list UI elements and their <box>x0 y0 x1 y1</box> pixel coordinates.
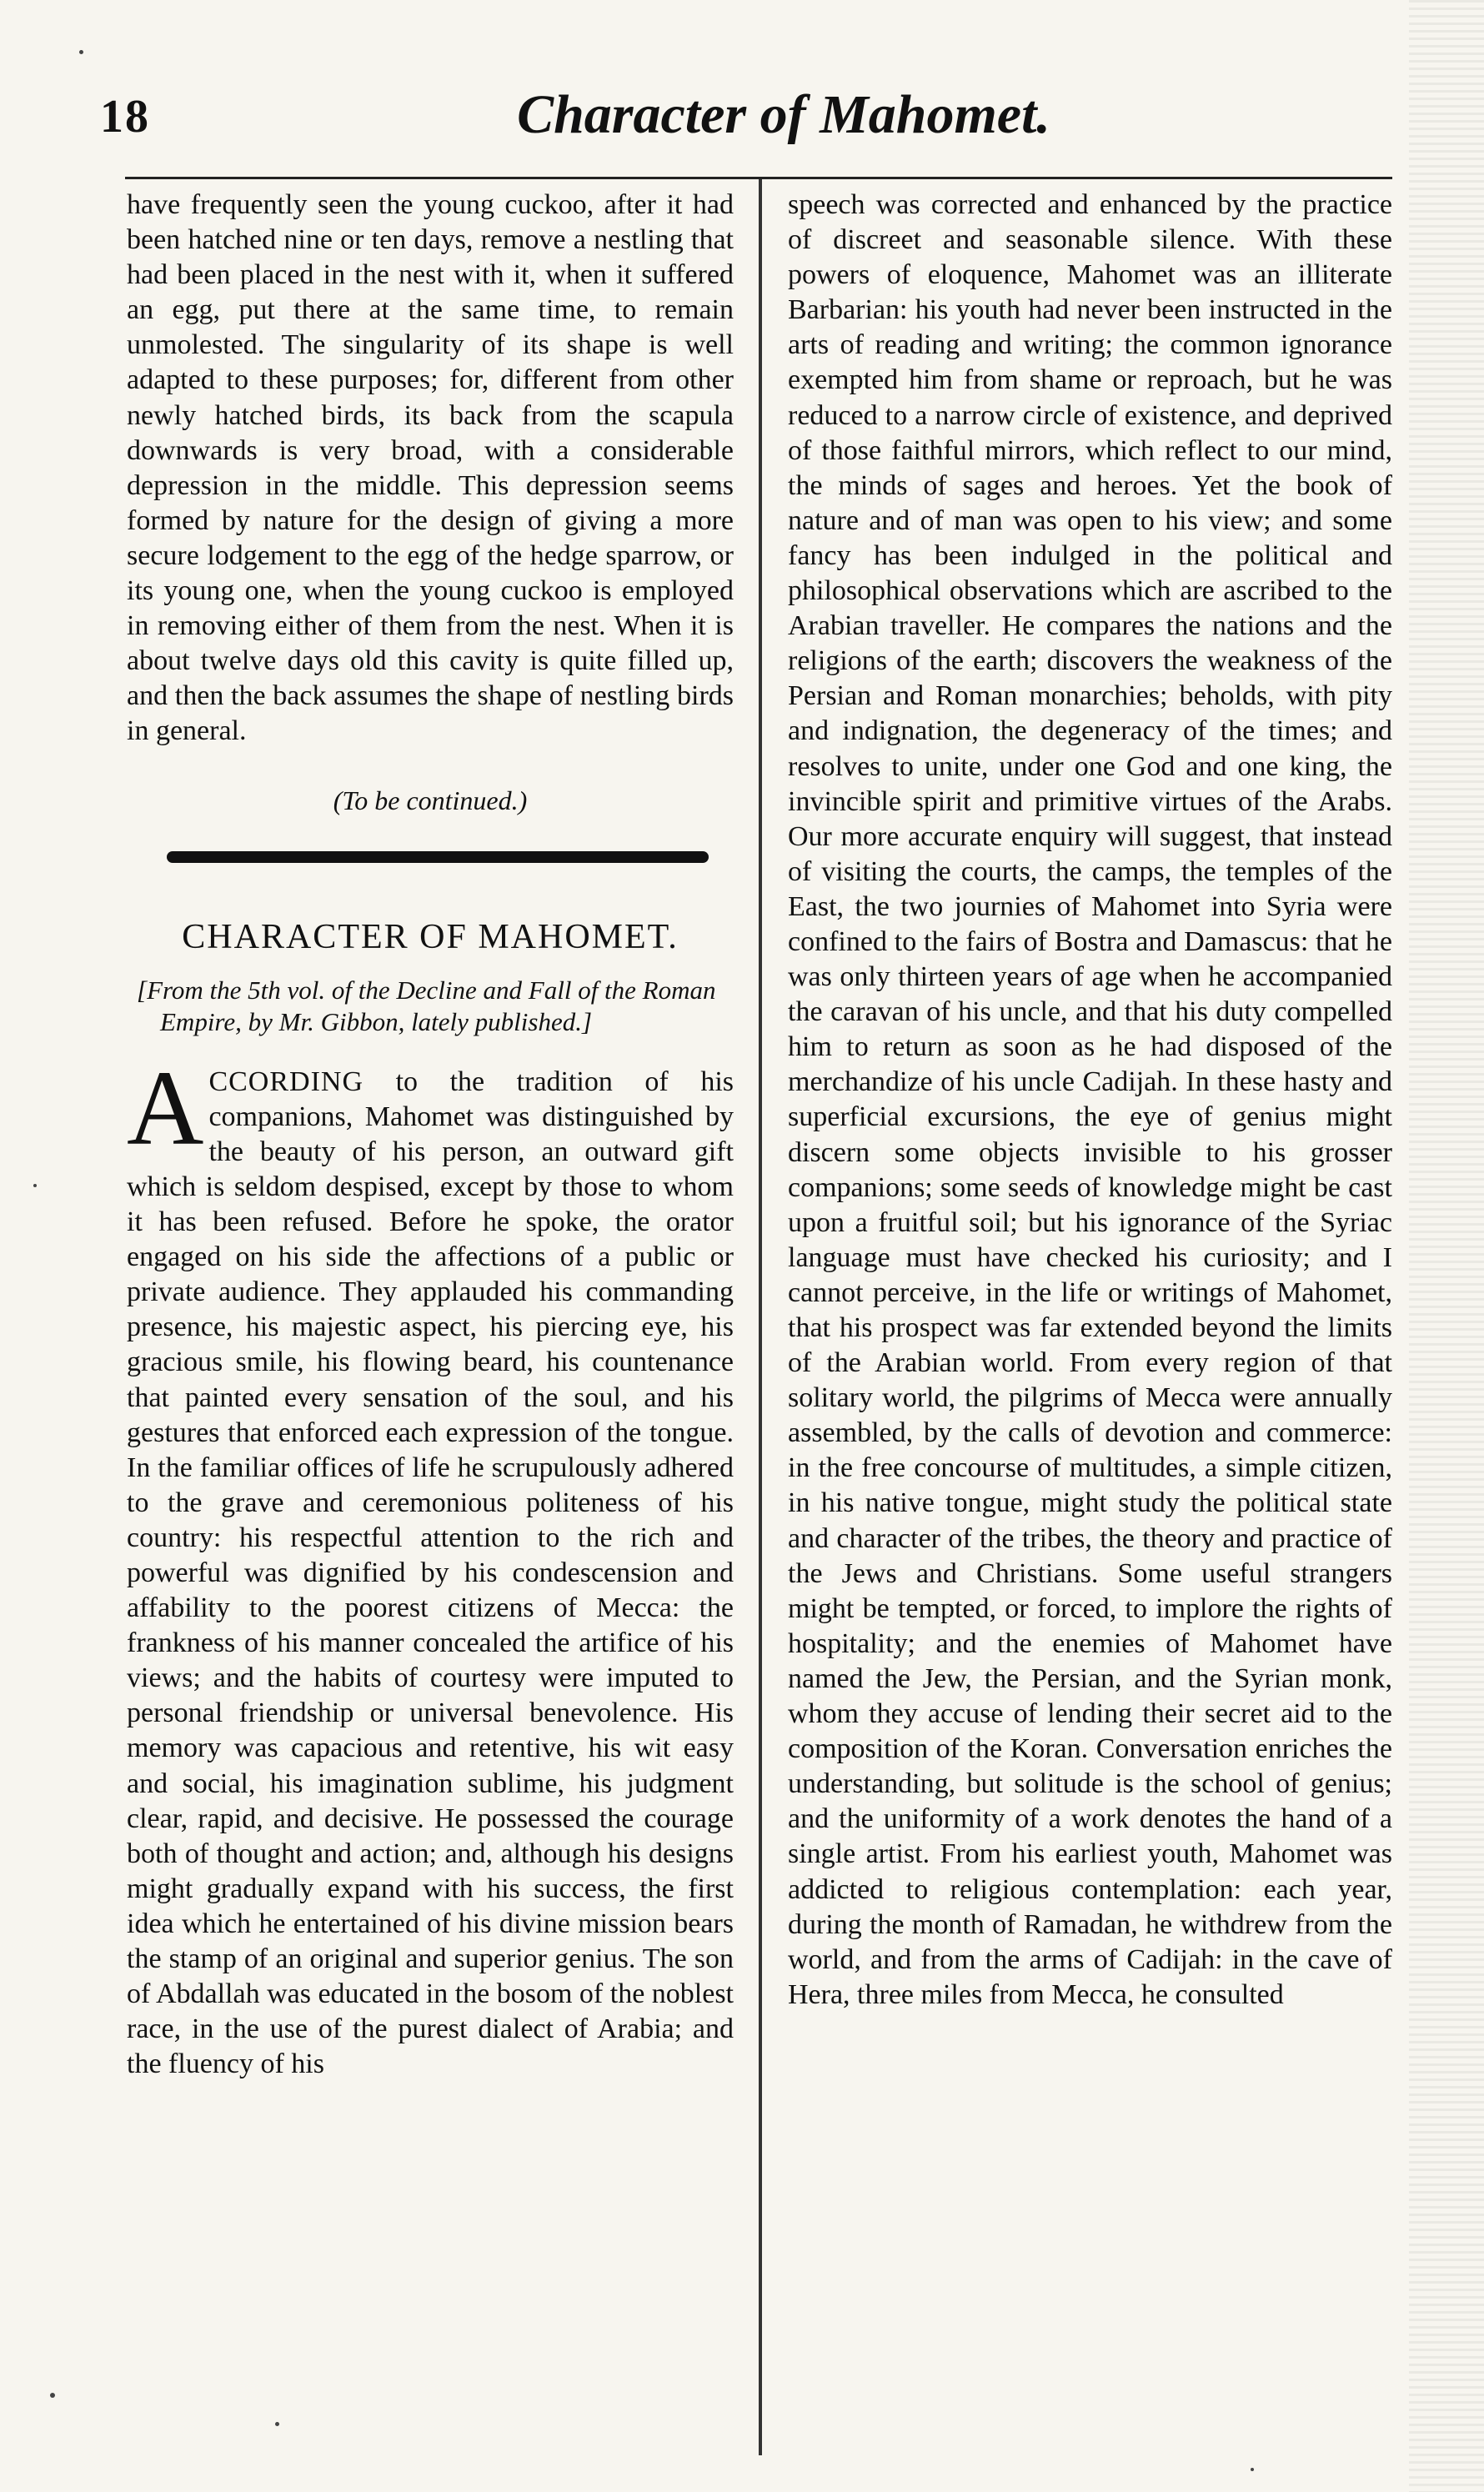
page-number: 18 <box>100 91 150 143</box>
article-body-right: speech was corrected and enhanced by the practice of discreet and seasonable silence. With these powers of eloquence, Mahomet was an illiterate Barbarian: his youth had never been instructed in the arts of reading and writing; the common ignorance exempted him from shame or reproach, but he was reduced to a narrow circle of existence, and deprived of those faithful mirrors, which reflect to our mind, the minds of sages and heroes. Yet the book of nature and of man was open to his view; and some fancy has been indulged in the political and philosophical observations which are ascribed to the Arabian traveller. He compares the nations and the religions of the earth; discovers the weakness of the Persian and Roman monarchies; beholds, with pity and indignation, the degeneracy of the times; and resolves to unite, under one God and one king, the invincible spirit and primitive virtues of the Arabs. Our more accurate enquiry will suggest, that instead of visiting the courts, the camps, the temples of the East, the two journies of Mahomet into Syria were confined to the fairs of Bostra and Damascus: that he was only thirteen years of age when he accompanied the caravan of his uncle, and that his duty compelled him to return as soon as he had disposed of the merchandize of his uncle Cadijah. In these hasty and superficial excursions, the eye of genius might discern some objects invisible to his grosser companions; some seeds of knowledge might be cast upon a fruitful soil; but his ignorance of the Syriac language must have checked his curiosity; and I cannot perceive, in the life or writings of Mahomet, that his prospect was far extended beyond the limits of the Arabian world. From every region of that solitary world, the pilgrims of Mecca were annually assembled, by the calls of devotion and commerce: in the free concourse of multitudes, a simple citizen, in his native tongue, might study the political state and character of the tribes, the theory and practice of the Jews and Christians. Some useful strangers might be tempted, or forced, to implore the rights of hospitality; and the enemies of Mahomet have named the Jew, the Persian, and the Syrian monk, whom they accuse of lending their secret aid to the composition of the Koran. Conversation enriches the understanding, but solitude is the school of genius; and the uniformity of a work denotes the hand of a single artist. From his earliest youth, Mahomet was addicted to religious contemplation: each year, during the month of Ramadan, he withdrew from the world, and from the arms of Cadijah: in the cave of Hera, three miles from Mecca, he consulted <box>788 189 1392 2010</box>
running-title: Character of Mahomet. <box>517 84 1050 145</box>
scan-speck <box>79 50 83 54</box>
section-divider <box>167 851 709 863</box>
scan-speck <box>33 1184 37 1187</box>
lead-word: CCORDING <box>208 1065 364 1097</box>
right-column <box>788 188 1392 2013</box>
column-divider <box>759 179 762 2455</box>
scan-speck <box>50 2393 55 2398</box>
drop-cap: A <box>127 1048 204 1167</box>
continued-article-text: have frequently seen the young cuckoo, after it had been hatched nine or ten days, remove a nestling that had been placed in the nest with it, when it suffered an egg, put there at the same time, to remain unmolested. The singularity of its shape is well adapted to these purposes; for, different from other newly hatched birds, its back from the scapula downwards is very broad, with a considerable depression in the middle. This depression seems formed by nature for the design of giving a more secure lodgement to the egg of the hedge sparrow, or its young one, when the young cuckoo is employed in removing either of them from the nest. When it is about twelve days old this cavity is quite filled up, and then the back assumes the shape of nestling birds in general. <box>127 189 734 747</box>
article-title: CHARACTER OF MAHOMET. <box>182 917 679 956</box>
left-column <box>127 188 734 2082</box>
source-note: [From the 5th vol. of the Decline and Fall of the Roman Empire, by Mr. Gibbon, lately published.] <box>137 975 716 1036</box>
article-lead-paragraph <box>127 1048 734 2083</box>
scan-speck <box>1251 2468 1254 2471</box>
article-body-left: to the tradition of his companions, Mahomet was distinguished by the beauty of his person, an outward gift which is seldom despised, except by those to whom it has been refused. Before he spoke, the orator engaged on his side the affections of a public or private audience. They applauded his commanding presence, his majestic aspect, his piercing eye, his gracious smile, his flowing beard, his countenance that painted every sensation of the soul, and his gestures that enforced each expression of the tongue. In the familiar offices of life he scrupulously adhered to the grave and ceremonious politeness of his country: his respectful attention to the rich and powerful was dignified by his condescension and affability to the poorest citizens of Mecca: the frankness of his manner concealed the artifice of his views; and the habits of courtesy were imputed to personal friendship or universal benevolence. His memory was capacious and retentive, his wit easy and social, his imagination sublime, his judgment clear, rapid, and decisive. He possessed the courage both of thought and action; and, although his designs might gradually expand with his success, the first idea which he entertained of his divine mission bears the stamp of an original and superior genius. The son of Abdallah was educated in the bosom of the noblest race, in the use of the purest dialect of Arabia; and the fluency of his <box>127 1065 734 2080</box>
to-be-continued: (To be continued.) <box>333 785 528 815</box>
scan-edge-noise <box>1409 0 1484 2492</box>
scan-speck <box>275 2422 279 2426</box>
